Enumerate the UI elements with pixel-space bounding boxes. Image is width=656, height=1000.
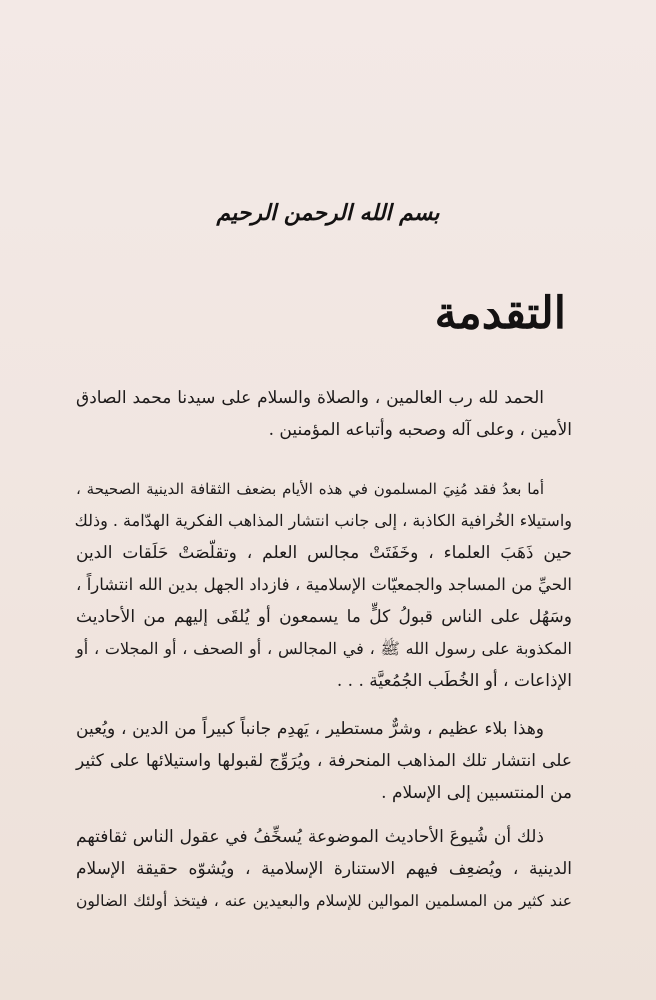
text-line: الدينية ، ويُضعِف فيهم الاستنارة الإسلامية ، ويُشوّه حقيقة الإسلام bbox=[76, 859, 572, 879]
basmala-calligraphy: بسم الله الرحمن الرحيم bbox=[216, 200, 440, 226]
text-line: وهذا بلاء عظيم ، وشرٌّ مستطير ، يَهدِم جانباً كبيراً من الدين ، ويُعين bbox=[76, 719, 544, 739]
text-line: واستيلاء الخُرافية الكاذبة ، إلى جانب انتشار المذاهب الفكرية الهدّامة . وذلك bbox=[74, 511, 572, 530]
text-line: أما بعدُ فقد مُنِيَ المسلمون في هذه الأيام بضعف الثقافة الدينية الصحيحة ، bbox=[76, 480, 544, 498]
text-line: عند كثير من المسلمين الموالين للإسلام والبعيدين عنه ، فيتخذ أولئك الضالون bbox=[76, 892, 572, 910]
text-line: على انتشار تلك المذاهب المنحرفة ، ويُرَوِّج لقبولها واستيلائها على كثير bbox=[76, 751, 572, 771]
body-text bbox=[76, 382, 572, 917]
paragraph-1 bbox=[76, 382, 572, 446]
paragraph-spacer bbox=[76, 697, 572, 713]
text-line: من المنتسبين إلى الإسلام . bbox=[381, 783, 572, 803]
text-line: حين ذَهَبَ العلماء ، وخَفَتَتْ مجالس العلم ، وتقلّصَتْ حَلَقات الدين bbox=[76, 543, 572, 563]
text-line: الإذاعات ، أو الخُطَب الجُمُعيَّة . . . bbox=[336, 671, 572, 691]
text-line: الحيِّ من المساجد والجمعيّات الإسلامية ، فازداد الجهل بدين الله انتشاراً ، bbox=[76, 575, 572, 594]
paragraph-3 bbox=[76, 713, 572, 809]
paragraph-spacer bbox=[76, 809, 572, 821]
paragraph-4 bbox=[76, 821, 572, 917]
chapter-heading: التقدمة bbox=[434, 288, 566, 339]
text-line: المكذوبة على رسول الله ﷺ ، في المجالس ، أو الصحف ، أو المجلات ، أو bbox=[76, 639, 572, 658]
text-line: ذلك أن شُيوعَ الأحاديث الموضوعة يُسخِّفُ في عقول الناس ثقافتهم bbox=[76, 827, 544, 847]
text-line: وسَهُل على الناس قبولُ كلٍّ ما يسمعون أو يُلقَى إليهم من الأحاديث bbox=[76, 607, 572, 627]
paragraph-2 bbox=[76, 473, 572, 697]
paragraph-spacer bbox=[76, 446, 572, 473]
text-line: الحمد لله رب العالمين ، والصلاة والسلام على سيدنا محمد الصادق bbox=[76, 388, 544, 408]
text-line: الأمين ، وعلى آله وصحبه وأتباعه المؤمنين . bbox=[268, 420, 572, 440]
